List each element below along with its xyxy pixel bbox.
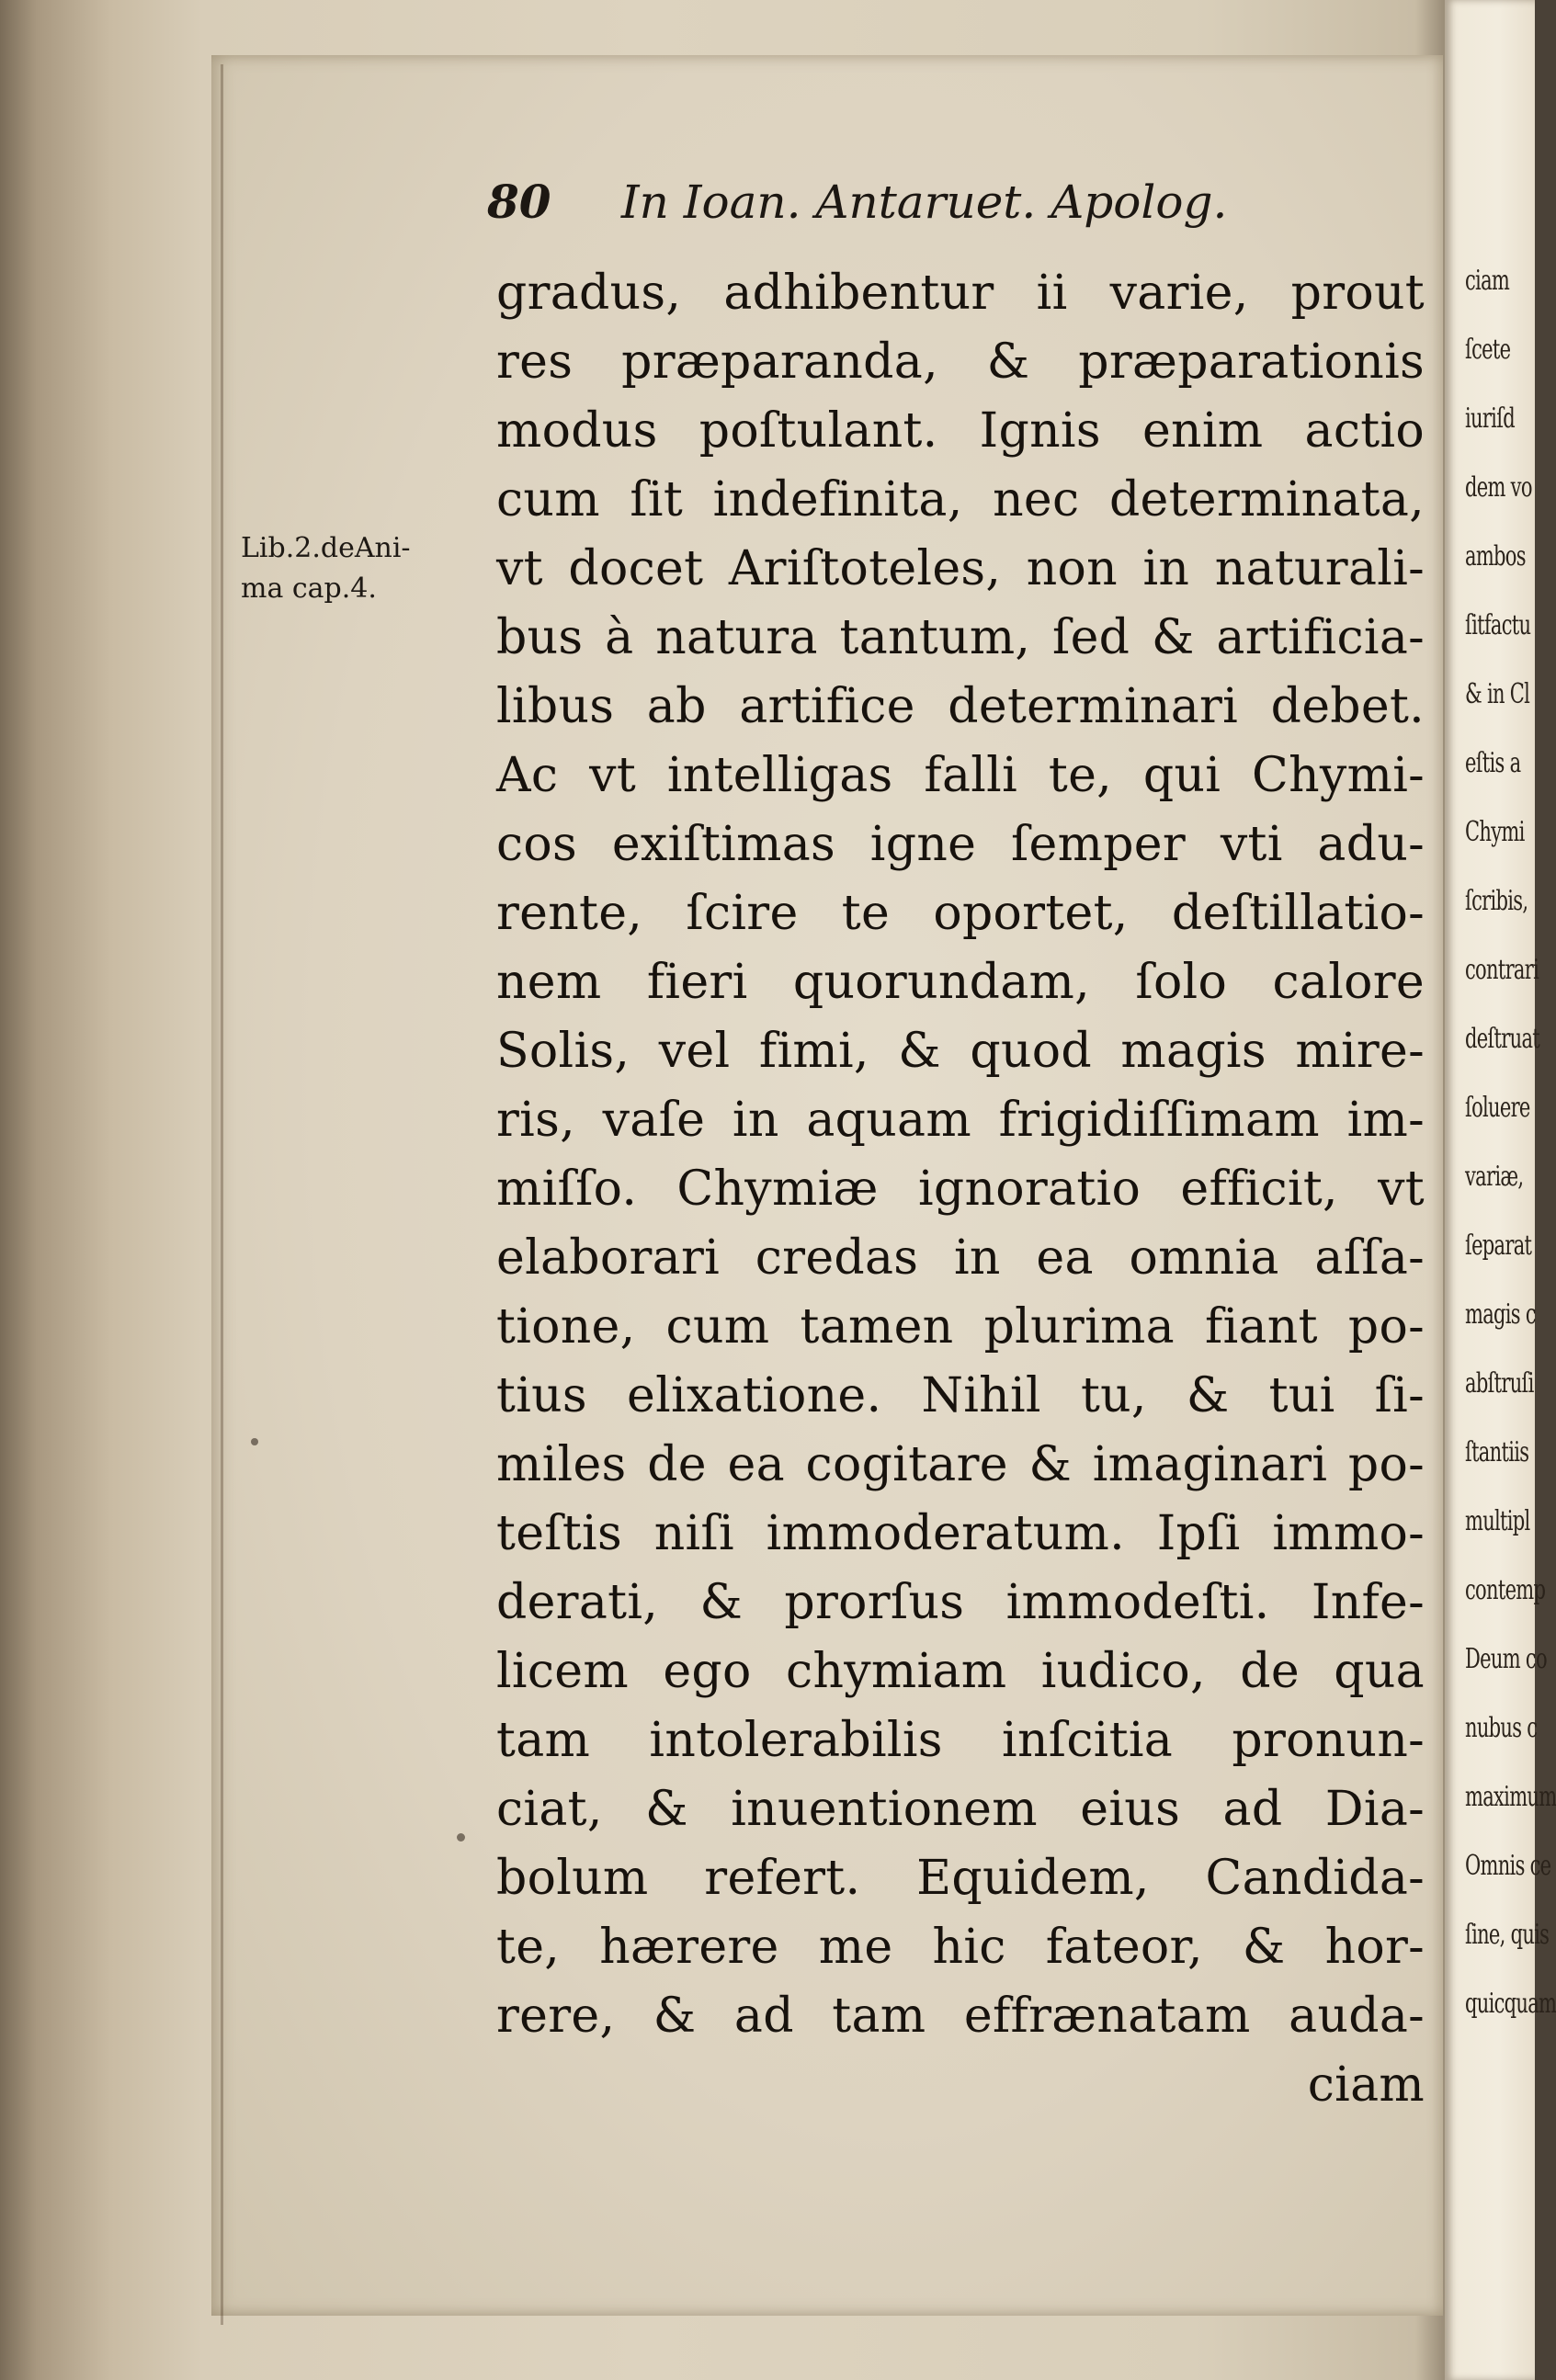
marginal-reference (241, 528, 411, 609)
next-page-fragment: contrari (1465, 954, 1539, 986)
text-line: cum ſit indefinita, nec determinata, (496, 472, 1425, 527)
marginal-reference-line: ma cap.4. (241, 572, 377, 605)
text-line: rente, ſcire te oportet, deſtillatio- (496, 886, 1425, 941)
text-line: Ac vt intelligas falli te, qui Chymi- (496, 748, 1425, 803)
next-page-edge (1445, 0, 1556, 2380)
text-line: tam intolerabilis inſcitia pronun- (496, 1713, 1425, 1768)
text-line: gradus, adhibentur ii varie, prout (496, 266, 1425, 321)
text-line: vt docet Ariſtoteles, non in naturali- (496, 541, 1425, 596)
text-line: modus poſtulant. Ignis enim actio (496, 403, 1425, 459)
next-page-fragment: nubus c (1465, 1712, 1538, 1744)
text-line: derati, & prorſus immodeſti. Infe- (496, 1575, 1425, 1630)
text-line: res præparanda, & præparationis (496, 334, 1425, 390)
text-line: ciat, & inuentionem eius ad Dia- (496, 1782, 1425, 1837)
running-head (487, 175, 1227, 229)
next-page-fragment: ſtantiis (1465, 1436, 1529, 1468)
next-page-fragment: Chymi (1465, 816, 1525, 848)
next-page-fragment: multipl (1465, 1505, 1530, 1537)
next-page-fragment: eſtis a (1465, 747, 1521, 779)
next-page-fragment: Omnis ce (1465, 1850, 1551, 1882)
next-page-fragment: ſoluere (1465, 1092, 1530, 1124)
next-page-fragment: contemp (1465, 1574, 1546, 1606)
next-page-fragment: ſine, quis (1465, 1919, 1550, 1951)
text-line: miſſo. Chymiæ ignoratio efficit, vt (496, 1162, 1425, 1217)
text-line: rere, & ad tam effrænatam auda- (496, 1989, 1425, 2044)
next-page-fragment: magis c (1465, 1298, 1536, 1331)
next-page-fragment: ſitfactu (1465, 609, 1531, 641)
page-number: 80 (487, 175, 551, 229)
text-line: teſtis niſi immoderatum. Ipſi immo- (496, 1506, 1425, 1561)
next-page-fragment: variæ, (1465, 1161, 1524, 1193)
text-line: tione, cum tamen plurima fiant po- (496, 1299, 1425, 1354)
text-line: tius elixatione. Nihil tu, & tui ſi- (496, 1368, 1425, 1423)
next-page-fragment: ambos (1465, 540, 1526, 572)
next-page-fragment: dem vo (1465, 471, 1532, 504)
text-line: ris, vaſe in aquam frigidiſſimam im- (496, 1093, 1425, 1148)
page-edge-line (221, 64, 223, 2325)
text-line: bolum refert. Equidem, Candida- (496, 1851, 1425, 1906)
next-page-fragment: ciam (1465, 265, 1510, 297)
main-text-block (496, 259, 1425, 2120)
text-line: cos exiſtimas igne ſemper vti adu- (496, 817, 1425, 872)
next-page-fragment: ſcribis, (1465, 885, 1528, 917)
text-line: nem fieri quorundam, ſolo calore (496, 955, 1425, 1010)
next-page-fragment: Deum co (1465, 1643, 1547, 1675)
text-line: Solis, vel fimi, & quod magis mire- (496, 1024, 1425, 1079)
next-page-fragment: & in Cl (1465, 678, 1530, 710)
next-page-fragment: abſtruſi (1465, 1367, 1534, 1400)
text-line: libus ab artifice determinari debet. (496, 679, 1425, 734)
text-line: elaborari credas in ea omnia aſſa- (496, 1230, 1425, 1286)
next-page-fragment: ſeparat (1465, 1230, 1532, 1262)
next-page-fragment: ſcete (1465, 334, 1511, 366)
marginal-reference-line: Lib.2.deAni- (241, 532, 411, 564)
text-line: miles de ea cogitare & imaginari po- (496, 1437, 1425, 1492)
ink-spot (251, 1438, 258, 1445)
text-line: ciam (1307, 2057, 1425, 2113)
text-line: licem ego chymiam iudico, de qua (496, 1644, 1425, 1699)
text-line: bus à natura tantum, ſed & artificia- (496, 610, 1425, 665)
running-title: In Ioan. Antaruet. Apolog. (620, 176, 1228, 229)
next-page-fragment: deſtruat (1465, 1023, 1540, 1055)
text-line: te, hærere me hic fateor, & hor- (496, 1920, 1425, 1975)
next-page-fragment: quicquam (1465, 1988, 1556, 2020)
ink-spot (457, 1833, 465, 1842)
next-page-fragment: maximum (1465, 1781, 1556, 1813)
next-page-fragment: iuriſd (1465, 402, 1516, 435)
